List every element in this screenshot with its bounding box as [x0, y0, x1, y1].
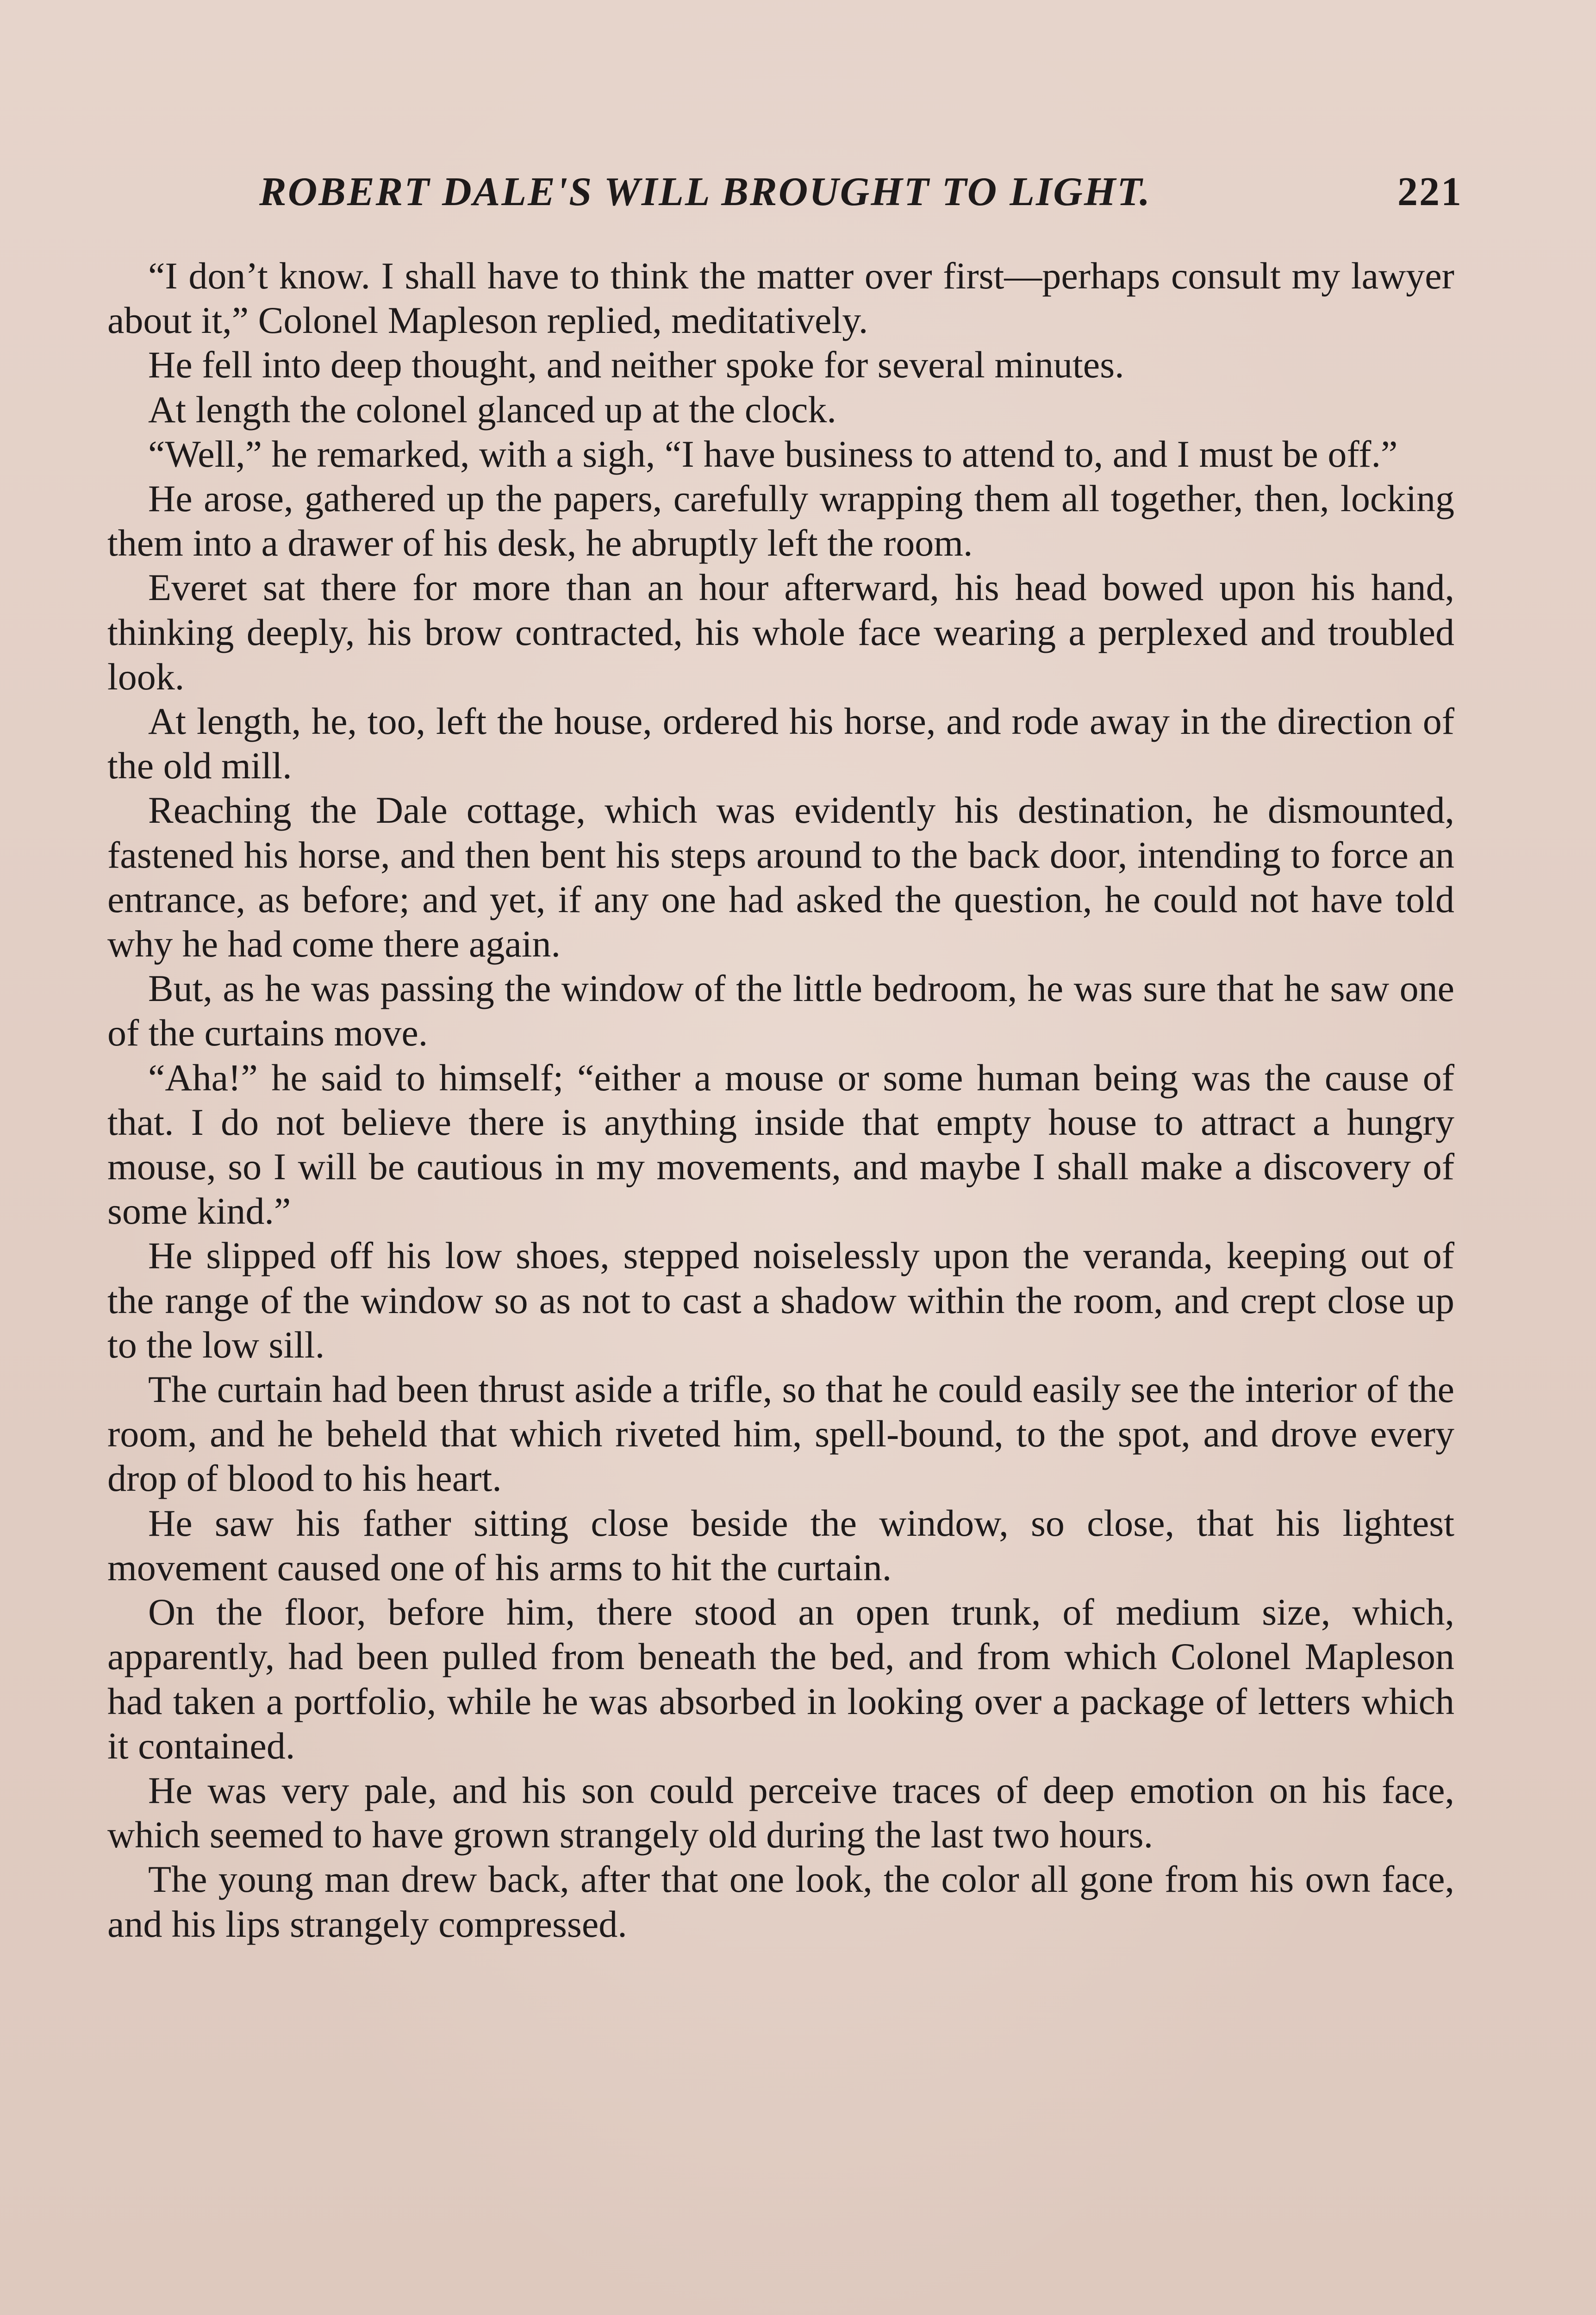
paragraph: Reaching the Dale cottage, which was evidently his destination, he dismounted, fastened his horse, and then bent his steps around to the back door, intending to force an entrance, as before; and yet, if any one had asked the question, he could not have told why he had come there again.: [107, 789, 1454, 965]
paragraph: The young man drew back, after that one look, the color all gone from his own face, and his lips strangely compressed.: [107, 1858, 1454, 1945]
paragraph: On the floor, before him, there stood an open trunk, of medium size, which, apparently, had been pulled from beneath the bed, and from which Colonel Mapleson had taken a portfolio, while he was absorbed in looking over a package of letters which it contained.: [107, 1591, 1454, 1767]
paragraph: He saw his father sitting close beside the window, so close, that his lightest movement caused one of his arms to hit the curtain.: [107, 1502, 1454, 1589]
paragraph: But, as he was passing the window of the little bedroom, he was sure that he saw one of the curtains move.: [107, 967, 1454, 1054]
paragraph: The curtain had been thrust aside a trifle, so that he could easily see the interior of the room, and he beheld that which riveted him, spell-bound, to the spot, and drove every drop of blood to his heart.: [107, 1368, 1454, 1500]
page-number: 221: [1397, 169, 1463, 214]
chapter-title: ROBERT DALE'S WILL BROUGHT TO LIGHT.: [259, 169, 1151, 214]
paragraph: Everet sat there for more than an hour afterward, his head bowed upon his hand, thinking deeply, his brow contracted, his whole face wearing a perplexed and troubled look.: [107, 566, 1454, 698]
running-head: [259, 164, 1463, 220]
body-text: [107, 254, 1454, 1946]
paragraph: At length the colonel glanced up at the clock.: [148, 388, 836, 431]
paragraph: He slipped off his low shoes, stepped noiselessly upon the veranda, keeping out of the range of the window so as not to cast a shadow within the room, and crept close up to the low sill.: [107, 1234, 1454, 1366]
paragraph: “I don’t know. I shall have to think the matter over first—perhaps consult my lawyer about it,” Colonel Mapleson replied, meditatively.: [107, 255, 1454, 342]
paragraph: He fell into deep thought, and neither spoke for several minutes.: [148, 344, 1124, 386]
paragraph: “Well,” he remarked, with a sigh, “I have business to attend to, and I must be off.”: [148, 432, 1398, 475]
paragraph: At length, he, too, left the house, ordered his horse, and rode away in the direction of the old mill.: [107, 700, 1454, 787]
paragraph: He arose, gathered up the papers, carefully wrapping them all together, then, locking them into a drawer of his desk, he abruptly left the room.: [107, 477, 1454, 564]
paragraph: He was very pale, and his son could perceive traces of deep emotion on his face, which seemed to have grown strangely old during the last two hours.: [107, 1769, 1454, 1856]
paragraph: “Aha!” he said to himself; “either a mouse or some human being was the cause of that. I do not believe there is anything inside that empty house to attract a hungry mouse, so I will be cautious in my movements, and maybe I shall make a discovery of some kind.”: [107, 1056, 1454, 1233]
